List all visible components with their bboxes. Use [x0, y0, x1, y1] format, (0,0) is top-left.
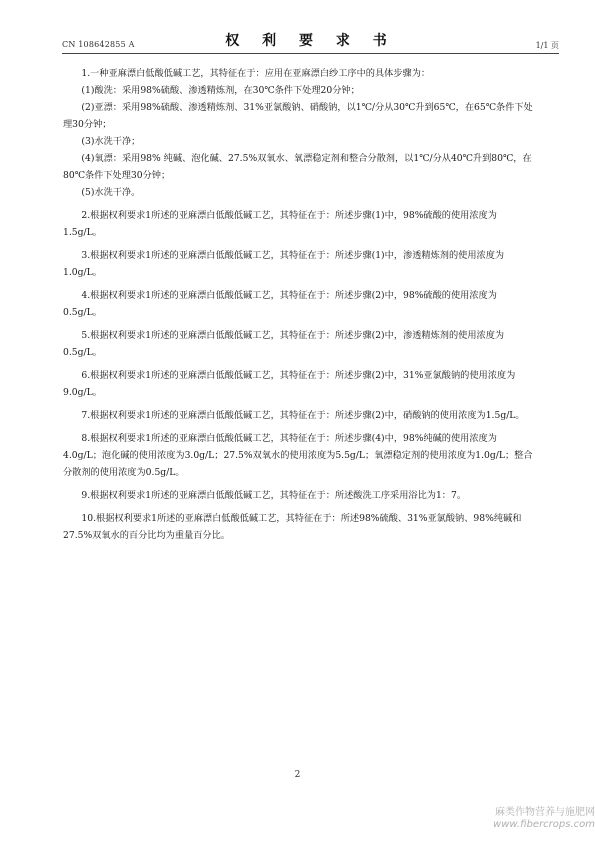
claim-7: 7.根据权利要求1所述的亚麻漂白低酸低碱工艺，其特征在于：所述步骤(2)中，硝酸钠的使用浓度为1.5g/L。: [81, 410, 525, 421]
claims-body: [63, 65, 535, 544]
claim-1-step-1: (1)酸洗：采用98%硫酸、渗透精炼剂，在30℃条件下处理20分钟；: [81, 85, 360, 96]
claim-1-step-3: (3)水洗干净；: [81, 136, 141, 147]
claim-3: 3.根据权利要求1所述的亚麻漂白低酸低碱工艺，其特征在于：所述步骤(1)中，渗透精炼剂的使用浓度为1.0g/L。: [63, 250, 505, 278]
claim-9: 9.根据权利要求1所述的亚麻漂白低酸低碱工艺，其特征在于：所述酸洗工序采用浴比为1：7。: [81, 490, 467, 501]
claim-1-intro: 1.一种亚麻漂白低酸低碱工艺，其特征在于：应用在亚麻漂白纱工序中的具体步骤为：: [81, 68, 431, 79]
claim-10: 10.根据权利要求1所述的亚麻漂白低酸低碱工艺，其特征在于：所述98%硫酸、31%亚氯酸钠、98%纯碱和27.5%双氧水的百分比均为重量百分比。: [63, 513, 522, 541]
claim-4: 4.根据权利要求1所述的亚麻漂白低酸低碱工艺，其特征在于：所述步骤(2)中，98%硫酸的使用浓度为0.5g/L。: [63, 290, 497, 318]
watermark-site-name: 麻类作物营养与施肥网: [495, 807, 595, 818]
page-number: 2: [294, 770, 301, 780]
claim-5: 5.根据权利要求1所述的亚麻漂白低酸低碱工艺，其特征在于：所述步骤(2)中，渗透精炼剂的使用浓度为0.5g/L。: [63, 330, 505, 358]
publication-number: CN 108642855 A: [62, 40, 135, 49]
claim-1-step-4: (4)氧漂：采用98% 纯碱、泡化碱、27.5%双氧水、氧漂稳定剂和整合分散剂，以1℃/分从40℃升到80℃，在80℃条件下处理30分钟；: [63, 153, 532, 181]
claim-2: 2.根据权利要求1所述的亚麻漂白低酸低碱工艺，其特征在于：所述步骤(1)中，98%硫酸的使用浓度为1.5g/L。: [63, 210, 497, 238]
claim-1-step-5: (5)水洗干净。: [81, 187, 141, 198]
site-watermark: [470, 806, 595, 831]
header-rule: [62, 53, 559, 54]
claim-1-step-2: (2)亚漂：采用98%硫酸、渗透精炼剂、31%亚氯酸钠、硝酸钠，以1℃/分从30℃升到65℃，在65℃条件下处理30分钟；: [63, 102, 533, 130]
page-header: [62, 30, 559, 52]
claim-8: 8.根据权利要求1所述的亚麻漂白低酸低碱工艺，其特征在于：所述步骤(4)中，98%纯碱的使用浓度为4.0g/L；泡化碱的使用浓度为3.0g/L；27.5%双氧水的使用浓度为5.5g/L；氧漂稳定剂的使用浓度为1.0g/L；整合分散剂的使用浓度为0.5g/L。: [63, 433, 533, 478]
claim-6: 6.根据权利要求1所述的亚麻漂白低酸低碱工艺，其特征在于：所述步骤(2)中，31%亚氯酸钠的使用浓度为9.0g/L。: [63, 370, 516, 398]
document-title: 权 利 要 求 书: [225, 33, 396, 49]
page-indicator: 1/1 页: [535, 41, 559, 50]
watermark-url: www.fibercrops.com: [493, 819, 595, 830]
